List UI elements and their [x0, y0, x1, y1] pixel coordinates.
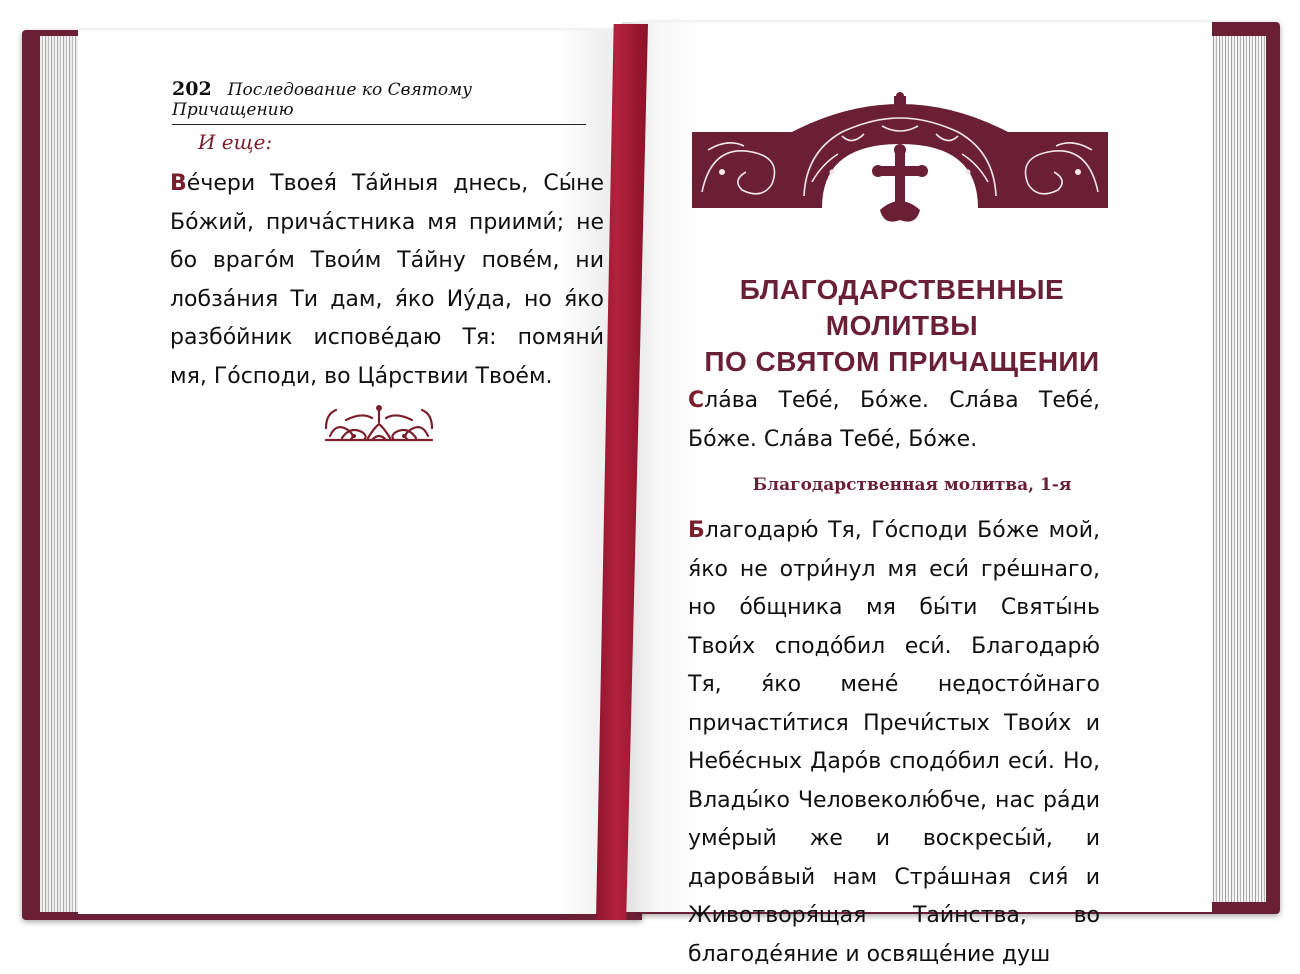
running-title: Последование ко Святому Причащению	[172, 80, 473, 120]
prayer-text-left	[170, 165, 604, 396]
prayer-body: лагодарю́ Тя, Го́споди Бо́же мой, я́ко не отри́нул мя еси́ гре́шнаго, но о́бщника мя бы́ти Святы́нь Твои́х сподо́бил еси́. Благодарю́ Тя, я́ко мене́ недосто́йнаго причасти́тися Пречи́стых Твои́х и Небе́сных Даро́в сподо́бил еси́. Но, Влады́ко Человеколю́бче, нас ра́ди уме́рый же и воскресы́й, и дарова́вый нам Стра́шная сия́ и Животворя́щая Таи́нства, во благоде́яние и освяще́ние душ	[688, 518, 1100, 967]
prayer-heading: Благодарственная молитва, 1-я	[752, 475, 1072, 495]
headpiece-ornament-icon	[692, 92, 1108, 234]
prayer-text-right	[688, 512, 1100, 974]
chapter-title	[662, 272, 1142, 380]
prayer-body: е́чери Твоея́ Та́йныя днесь, Сы́не Бо́жий, прича́стника мя приими́; не бо враго́м Твои́м Та́йну пове́м, ни лобза́ния Ти дам, я́ко Иу́да, но я́ко разбо́йник испове́даю Тя: помяни́ мя, Го́споди, во Ца́рствии Твое́м.	[170, 171, 604, 389]
chapter-title-line1: БЛАГОДАРСТВЕННЫЕ МОЛИТВЫ	[739, 274, 1065, 341]
page-header	[172, 78, 586, 125]
right-page	[622, 22, 1212, 967]
left-page	[78, 30, 624, 914]
cross-icon	[872, 144, 928, 222]
page-number: 202	[172, 78, 212, 100]
drop-capital: С	[688, 388, 705, 413]
drop-capital: В	[170, 171, 187, 196]
drop-capital: Б	[688, 518, 705, 543]
intro-rubric: И еще:	[198, 130, 273, 154]
glory-verse	[688, 382, 1100, 459]
vignette-ornament-icon	[322, 402, 436, 446]
glory-text: ла́ва Тебе́, Бо́же. Сла́ва Тебе́, Бо́же. Сла́ва Тебе́, Бо́же.	[688, 388, 1100, 452]
chapter-title-line2: ПО СВЯТОМ ПРИЧАЩЕНИИ	[704, 346, 1100, 377]
